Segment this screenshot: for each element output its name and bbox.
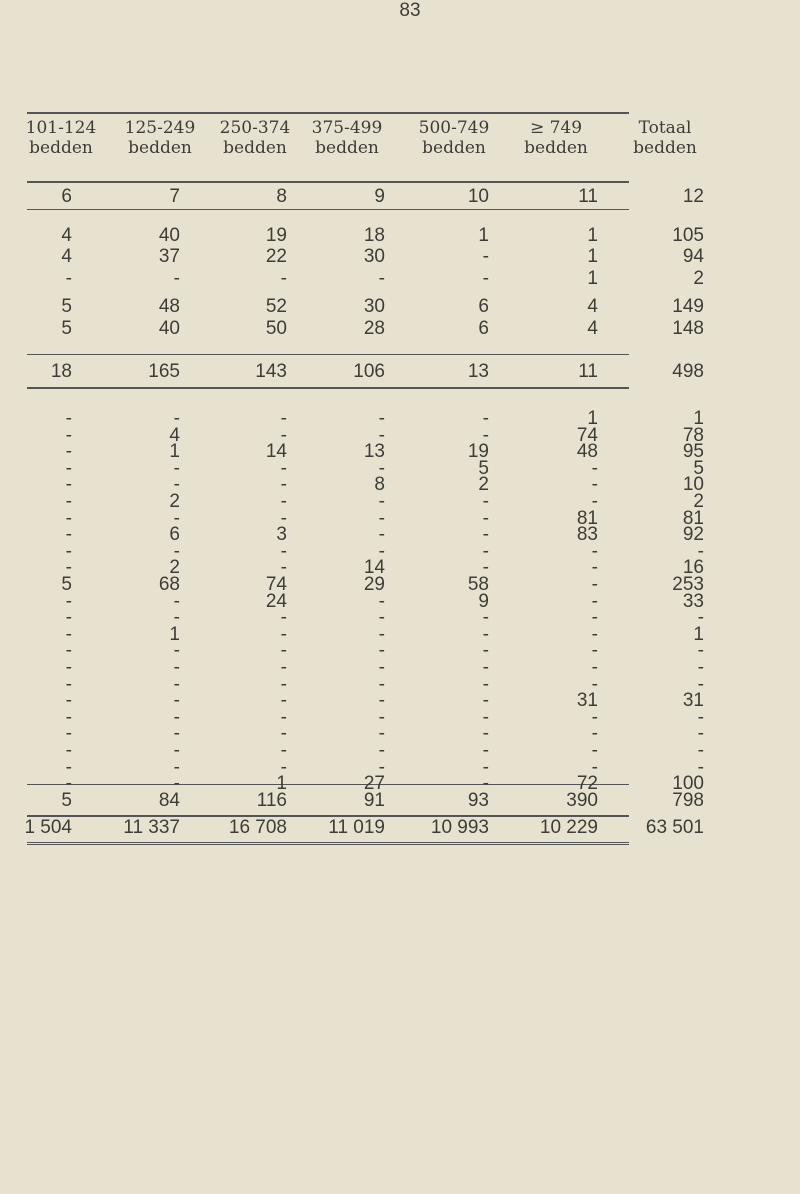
- table-row-cell: -: [482, 540, 489, 562]
- table-row-cell: -: [65, 673, 72, 695]
- table-row-cell: -: [280, 408, 287, 429]
- table-row-cell: 4: [587, 296, 598, 317]
- table-row-cell: 78: [682, 424, 704, 446]
- subtotal-cell: 390: [566, 790, 598, 811]
- table-row-cell: -: [65, 408, 72, 429]
- table-row-cell: 81: [576, 507, 598, 529]
- table-row-cell: 148: [672, 318, 704, 339]
- table-row-cell: 2: [693, 491, 704, 512]
- table-row-cell: 6: [169, 524, 180, 546]
- table-row-cell: 10: [682, 474, 704, 496]
- table-row-cell: -: [697, 673, 704, 695]
- table-row-cell: -: [173, 706, 180, 728]
- grand-total-cell: 10 229: [539, 817, 598, 838]
- table-row-cell: -: [591, 607, 598, 629]
- table-row-cell: 5: [61, 318, 72, 339]
- column-number: 7: [169, 186, 180, 207]
- table-row-cell: -: [280, 740, 287, 761]
- table-row-cell: -: [378, 706, 385, 728]
- table-row-cell: -: [65, 723, 72, 745]
- table-row-cell: -: [280, 607, 287, 629]
- table-row-cell: 40: [158, 225, 180, 246]
- subtotal-cell: 798: [672, 790, 704, 811]
- table-top-rule: [27, 112, 629, 114]
- column-header-unit: bedden: [633, 138, 697, 158]
- table-row-cell: -: [173, 474, 180, 496]
- column-header-unit: bedden: [223, 138, 287, 158]
- table-row-cell: 105: [672, 225, 704, 246]
- grand-total-cell: 11 337: [123, 817, 180, 838]
- table-row-cell: -: [65, 740, 72, 761]
- column-header-unit: bedden: [29, 138, 93, 158]
- column-header-range: 500-749: [418, 118, 490, 138]
- table-row-cell: -: [65, 507, 72, 529]
- table-row-cell: -: [378, 268, 385, 289]
- table-row-cell: -: [173, 723, 180, 745]
- table-row-cell: 31: [576, 690, 598, 712]
- table-row-cell: 1: [587, 246, 598, 267]
- table-row-cell: -: [173, 408, 180, 429]
- subtotal-cell: 498: [672, 361, 704, 382]
- table-row-cell: -: [280, 657, 287, 678]
- subtotal-cell: 18: [50, 361, 72, 382]
- table-row-cell: -: [280, 491, 287, 512]
- table-row-cell: -: [591, 640, 598, 662]
- table-row-cell: -: [591, 673, 598, 695]
- table-row-cell: -: [280, 723, 287, 745]
- column-number: 10: [467, 186, 489, 207]
- column-header-range: 250-374: [219, 118, 291, 138]
- table-row-cell: -: [482, 623, 489, 645]
- table-row-cell: 48: [158, 296, 180, 317]
- column-number: 11: [578, 186, 598, 207]
- table-row-cell: -: [65, 690, 72, 712]
- column-number: 9: [374, 186, 385, 207]
- table-row-cell: -: [591, 474, 598, 496]
- table-row-cell: 30: [363, 246, 385, 267]
- table-row-cell: -: [482, 756, 489, 778]
- table-row-cell: 14: [265, 441, 287, 463]
- table-row-cell: 6: [478, 296, 489, 317]
- table-row-cell: 31: [682, 690, 704, 712]
- table-row-cell: 83: [576, 524, 598, 546]
- table-row-cell: -: [65, 441, 72, 463]
- column-header-range: Totaal: [638, 118, 692, 138]
- column-header-range: 125-249: [124, 118, 196, 138]
- table-row-cell: 1: [693, 408, 704, 429]
- table-row-cell: 37: [158, 246, 180, 267]
- table-row-cell: 1: [587, 225, 598, 246]
- table-row-cell: -: [173, 457, 180, 479]
- column-header-range: ≥ 749: [529, 118, 583, 138]
- table-row-cell: 92: [682, 524, 704, 546]
- table-row-cell: -: [697, 640, 704, 662]
- grand-total-cell: 11 019: [328, 817, 385, 838]
- table-row-cell: -: [482, 740, 489, 761]
- table-row-cell: -: [482, 557, 489, 579]
- table-row-cell: -: [482, 723, 489, 745]
- table-row-cell: 5: [693, 457, 704, 479]
- table-row-cell: -: [378, 607, 385, 629]
- table-row-cell: -: [482, 524, 489, 546]
- table-row-cell: -: [378, 491, 385, 512]
- table-row-cell: -: [65, 657, 72, 678]
- table-row-cell: -: [378, 756, 385, 778]
- table-row-cell: 74: [265, 574, 287, 595]
- table-row-cell: -: [482, 424, 489, 446]
- table-row-cell: 4: [61, 225, 72, 246]
- table-row-cell: 29: [363, 574, 385, 595]
- table-row-cell: 19: [265, 225, 287, 246]
- column-header-range: 375-499: [311, 118, 383, 138]
- table-row-cell: -: [280, 673, 287, 695]
- table-row-cell: -: [280, 457, 287, 479]
- table-row-cell: 5: [61, 296, 72, 317]
- table-row-cell: -: [697, 756, 704, 778]
- table-row-cell: -: [591, 540, 598, 562]
- table-row-cell: -: [173, 773, 180, 795]
- table-row-cell: -: [65, 491, 72, 512]
- table-row-cell: -: [378, 740, 385, 761]
- table-row-cell: 19: [467, 441, 489, 463]
- subtotal-cell: 106: [353, 361, 385, 382]
- table-row-cell: -: [482, 706, 489, 728]
- table-row-cell: -: [378, 457, 385, 479]
- table-row-cell: -: [65, 474, 72, 496]
- table-row-cell: -: [697, 607, 704, 629]
- subtotal-cell: 91: [363, 790, 385, 811]
- table-row-cell: 2: [478, 474, 489, 496]
- table-row-cell: -: [173, 673, 180, 695]
- subtotal-cell: 93: [467, 790, 489, 811]
- table-row-cell: 6: [478, 318, 489, 339]
- grand-total-rule-double: [27, 844, 629, 845]
- table-row-cell: -: [280, 507, 287, 529]
- table-row-cell: -: [591, 491, 598, 512]
- table-row-cell: -: [697, 723, 704, 745]
- table-row-cell: -: [591, 623, 598, 645]
- table-row-cell: 1: [169, 623, 180, 645]
- table-row-cell: -: [591, 457, 598, 479]
- table-row-cell: 5: [61, 574, 72, 595]
- table-row-cell: -: [482, 507, 489, 529]
- table-row-cell: 1: [169, 441, 180, 463]
- table-row-cell: 2: [693, 268, 704, 289]
- table-row-cell: -: [591, 657, 598, 678]
- table-row-cell: -: [173, 756, 180, 778]
- table-row-cell: 94: [682, 246, 704, 267]
- column-number: 8: [276, 186, 287, 207]
- subtotal-cell: 5: [61, 790, 72, 811]
- table-row-cell: 100: [672, 773, 704, 795]
- subtotal-cell: 84: [158, 790, 180, 811]
- column-header-range: 101-124: [25, 118, 97, 138]
- table-row-cell: -: [173, 590, 180, 612]
- table-row-cell: -: [591, 590, 598, 612]
- table-row-cell: 81: [682, 507, 704, 529]
- table-row-cell: 4: [587, 318, 598, 339]
- section1-subtotal-rule: [27, 354, 629, 355]
- table-row-cell: 33: [682, 590, 704, 612]
- table-row-cell: 8: [374, 474, 385, 496]
- table-row-cell: 68: [158, 574, 180, 595]
- table-row-cell: 2: [169, 491, 180, 512]
- table-row-cell: -: [280, 557, 287, 579]
- table-row-cell: 5: [478, 457, 489, 479]
- table-row-cell: -: [591, 574, 598, 595]
- table-row-cell: -: [65, 457, 72, 479]
- subtotal-cell: 11: [578, 361, 598, 382]
- table-row-cell: -: [173, 607, 180, 629]
- table-row-cell: -: [378, 623, 385, 645]
- subtotal-cell: 116: [256, 790, 287, 811]
- table-row-cell: -: [378, 524, 385, 546]
- table-row-cell: -: [280, 540, 287, 562]
- table-row-cell: -: [482, 673, 489, 695]
- table-row-cell: -: [378, 540, 385, 562]
- table-row-cell: -: [378, 690, 385, 712]
- table-row-cell: -: [697, 657, 704, 678]
- table-row-cell: -: [173, 690, 180, 712]
- column-number: 12: [682, 186, 704, 207]
- table-row-cell: -: [378, 657, 385, 678]
- table-row-cell: -: [378, 590, 385, 612]
- table-row-cell: 30: [363, 296, 385, 317]
- table-row-cell: -: [697, 540, 704, 562]
- table-row-cell: 50: [265, 318, 287, 339]
- table-row-cell: 4: [61, 246, 72, 267]
- table-row-cell: 48: [576, 441, 598, 463]
- table-row-cell: -: [173, 507, 180, 529]
- grand-total-cell: 16 708: [228, 817, 287, 838]
- column-header-unit: bedden: [524, 138, 588, 158]
- table-row-cell: 3: [276, 524, 287, 546]
- table-row-cell: -: [65, 640, 72, 662]
- column-header-unit: bedden: [422, 138, 486, 158]
- table-row-cell: -: [65, 607, 72, 629]
- column-number-rule: [27, 209, 629, 210]
- table-row-cell: -: [378, 640, 385, 662]
- table-row-cell: 1: [693, 623, 704, 645]
- subtotal-cell: 143: [255, 361, 287, 382]
- table-row-cell: -: [591, 740, 598, 761]
- subtotal-cell: 165: [148, 361, 180, 382]
- table-row-cell: -: [697, 740, 704, 761]
- table-row-cell: -: [65, 756, 72, 778]
- table-row-cell: 18: [363, 225, 385, 246]
- table-row-cell: -: [65, 268, 72, 289]
- table-row-cell: 13: [363, 441, 385, 463]
- table-row-cell: -: [482, 491, 489, 512]
- table-row-cell: -: [65, 590, 72, 612]
- table-row-cell: 95: [682, 441, 704, 463]
- table-row-cell: 58: [467, 574, 489, 595]
- table-row-cell: -: [65, 540, 72, 562]
- table-row-cell: -: [378, 723, 385, 745]
- table-row-cell: 1: [587, 408, 598, 429]
- table-row-cell: 9: [478, 590, 489, 612]
- table-row-cell: -: [378, 673, 385, 695]
- grand-total-rule: [27, 842, 629, 843]
- table-row-cell: -: [65, 557, 72, 579]
- table-row-cell: -: [482, 408, 489, 429]
- table-row-cell: -: [591, 706, 598, 728]
- table-row-cell: -: [173, 740, 180, 761]
- table-row-cell: 72: [576, 773, 598, 795]
- column-number: 6: [61, 186, 72, 207]
- column-header-unit: bedden: [315, 138, 379, 158]
- table-row-cell: -: [591, 756, 598, 778]
- column-header-unit: bedden: [128, 138, 192, 158]
- table-row-cell: -: [591, 557, 598, 579]
- table-row-cell: -: [482, 773, 489, 795]
- table-row-cell: -: [280, 268, 287, 289]
- table-row-cell: -: [482, 690, 489, 712]
- table-row-cell: 22: [265, 246, 287, 267]
- table-row-cell: 40: [158, 318, 180, 339]
- table-row-cell: 1: [478, 225, 489, 246]
- table-row-cell: -: [482, 640, 489, 662]
- table-row-cell: -: [697, 706, 704, 728]
- table-row-cell: -: [173, 640, 180, 662]
- grand-total-cell: 63 501: [645, 817, 704, 838]
- subtotal-cell: 13: [467, 361, 489, 382]
- table-row-cell: -: [378, 408, 385, 429]
- table-row-cell: -: [65, 623, 72, 645]
- table-row-cell: 2: [169, 557, 180, 579]
- header-bottom-rule: [27, 181, 629, 183]
- table-row-cell: 253: [672, 574, 704, 595]
- table-row-cell: -: [280, 640, 287, 662]
- table-row-cell: -: [280, 474, 287, 496]
- table-row-cell: -: [482, 268, 489, 289]
- table-row-cell: 28: [363, 318, 385, 339]
- section1-bottom-rule: [27, 387, 629, 389]
- page-number: 83: [399, 0, 421, 21]
- table-row-cell: -: [378, 424, 385, 446]
- table-row-cell: -: [280, 756, 287, 778]
- table-row-cell: -: [173, 657, 180, 678]
- table-row-cell: -: [65, 706, 72, 728]
- grand-total-cell: 1 504: [24, 817, 72, 838]
- table-row-cell: -: [482, 246, 489, 267]
- table-row-cell: -: [482, 657, 489, 678]
- table-row-cell: -: [173, 540, 180, 562]
- table-row-cell: 52: [265, 296, 287, 317]
- table-row-cell: 1: [276, 773, 287, 795]
- table-row-cell: -: [280, 706, 287, 728]
- table-row-cell: -: [378, 507, 385, 529]
- table-row-cell: 14: [363, 557, 385, 579]
- table-row-cell: 16: [682, 557, 704, 579]
- table-row-cell: 149: [672, 296, 704, 317]
- table-row-cell: -: [280, 623, 287, 645]
- table-row-cell: -: [280, 690, 287, 712]
- table-row-cell: -: [280, 424, 287, 446]
- table-row-cell: 74: [576, 424, 598, 446]
- table-row-cell: -: [173, 268, 180, 289]
- table-row-cell: -: [65, 424, 72, 446]
- table-row-cell: -: [65, 773, 72, 795]
- table-row-cell: 27: [363, 773, 385, 795]
- table-row-cell: 24: [265, 590, 287, 612]
- table-row-cell: 4: [169, 424, 180, 446]
- table-row-cell: -: [591, 723, 598, 745]
- table-row-cell: -: [482, 607, 489, 629]
- table-row-cell: -: [65, 524, 72, 546]
- grand-total-cell: 10 993: [430, 817, 489, 838]
- table-row-cell: 1: [587, 268, 598, 289]
